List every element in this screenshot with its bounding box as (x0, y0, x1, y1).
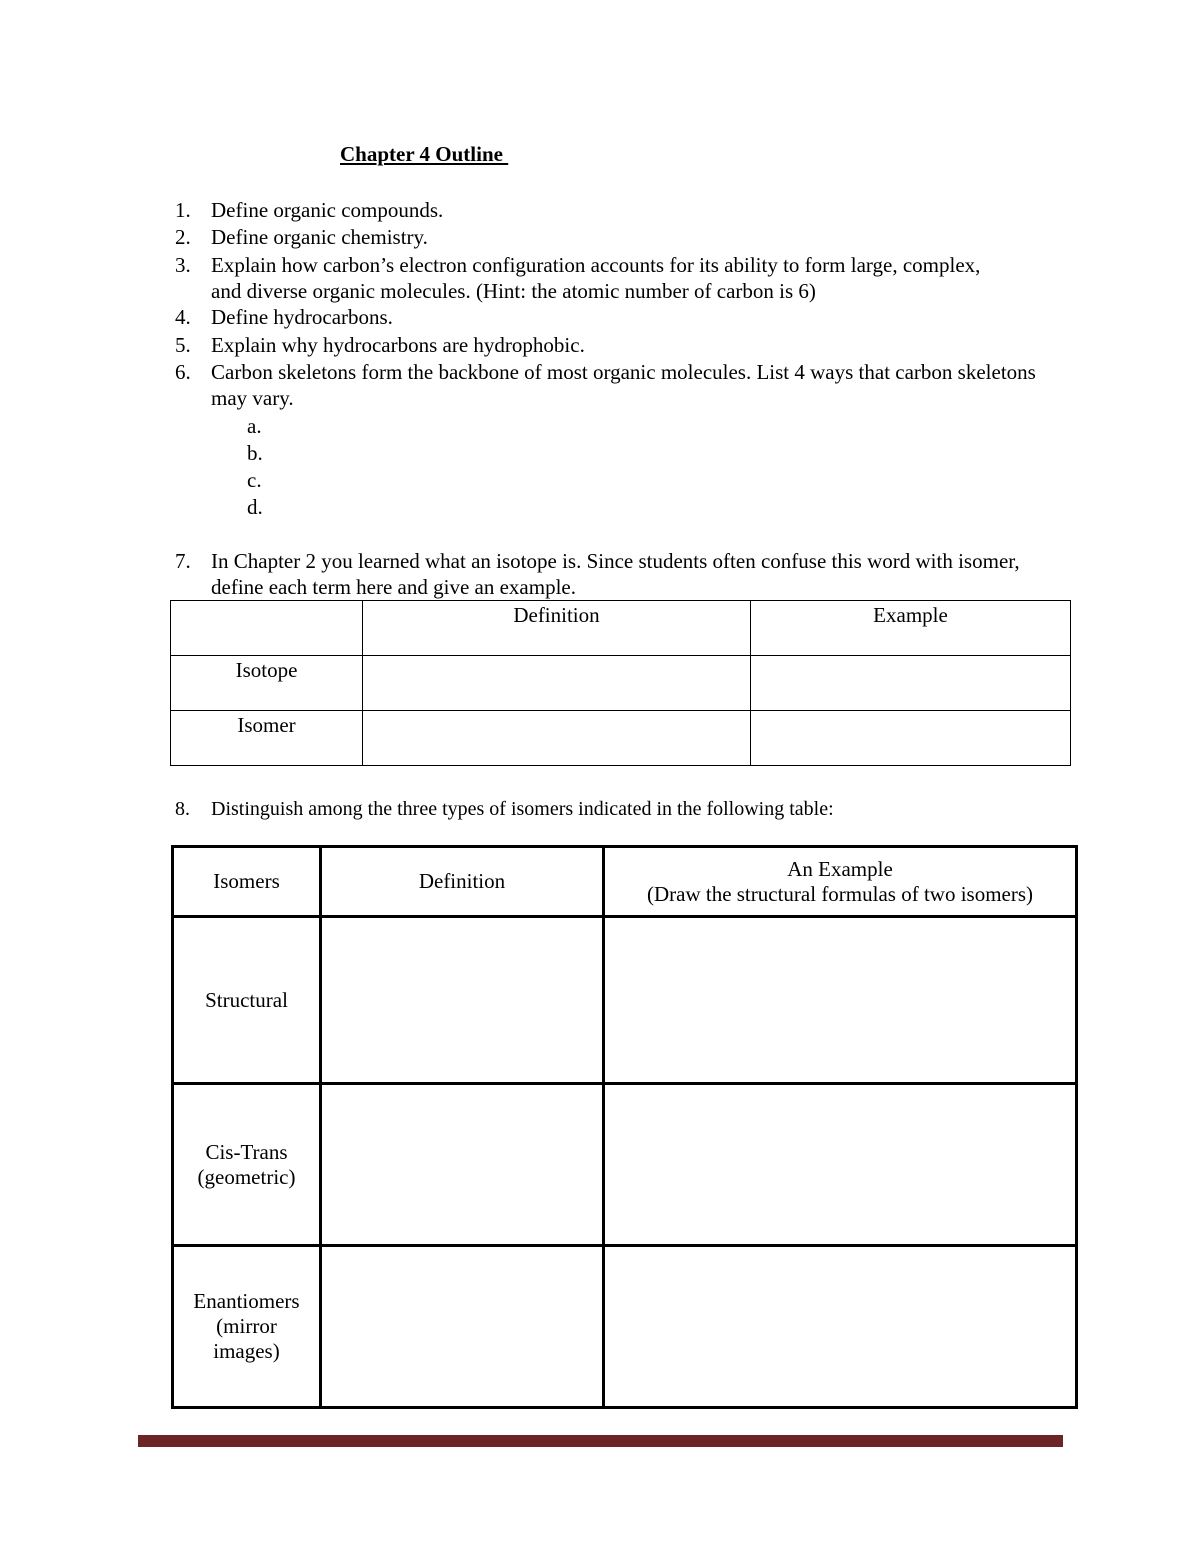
row-label-line: (mirror (216, 1314, 277, 1338)
table-header-cell: Example (751, 601, 1071, 656)
item-number: 6. (175, 360, 191, 384)
item-text: Define organic chemistry. (211, 225, 428, 249)
item-number: 5. (175, 333, 191, 357)
sub-item: b. (247, 441, 263, 465)
answer-cell[interactable] (321, 1246, 604, 1408)
isomer-types-table (171, 845, 1078, 1409)
table-row (173, 1246, 1077, 1408)
answer-cell[interactable] (604, 917, 1077, 1084)
item-number: 2. (175, 225, 191, 249)
table-header-row (173, 847, 1077, 917)
row-label-line: (geometric) (197, 1164, 296, 1189)
row-label (173, 1084, 321, 1246)
table-header-cell: Definition (363, 601, 751, 656)
item-text: In Chapter 2 you learned what an isotope is. Since students often confuse this word with isomer, define each term here and give an example. (211, 549, 1020, 599)
sub-item: d. (247, 495, 263, 519)
answer-cell[interactable] (363, 656, 751, 711)
item-number: 4. (175, 305, 191, 329)
answer-cell[interactable] (751, 711, 1071, 766)
answer-cell[interactable] (321, 1084, 604, 1246)
sub-item: c. (247, 468, 262, 492)
row-label: Isotope (171, 656, 363, 711)
answer-cell[interactable] (321, 917, 604, 1084)
table-header-row (171, 601, 1071, 656)
answer-cell[interactable] (604, 1246, 1077, 1408)
footer-bar (138, 1435, 1063, 1447)
item-text: Explain why hydrocarbons are hydrophobic. (211, 333, 585, 357)
table-row (171, 711, 1071, 766)
item-number: 1. (175, 198, 191, 222)
table-header-cell (171, 601, 363, 656)
item-number: 3. (175, 253, 191, 277)
item-number: 8. (175, 798, 190, 820)
item-text: Define hydrocarbons. (211, 305, 393, 329)
row-label (173, 1246, 321, 1408)
row-label-line: images) (213, 1339, 280, 1363)
item-text: Explain how carbon’s electron configuration accounts for its ability to form large, complex, and diverse organic molecules. (Hint: the atomic number of carbon is 6) (211, 253, 981, 303)
isotope-isomer-table (170, 600, 1071, 766)
item-text: Carbon skeletons form the backbone of most organic molecules. List 4 ways that carbon skeletons may vary. (211, 360, 1036, 410)
table-header-cell: Isomers (173, 847, 321, 917)
row-label-line: Cis-Trans (205, 1139, 288, 1164)
table-row (173, 917, 1077, 1084)
row-label-line: Enantiomers (193, 1289, 300, 1313)
table-header-cell: Definition (321, 847, 604, 917)
item-text: Distinguish among the three types of isomers indicated in the following table: (211, 798, 834, 820)
item-number: 7. (175, 549, 191, 573)
page-title: Chapter 4 Outline (340, 142, 509, 166)
answer-cell[interactable] (604, 1084, 1077, 1246)
table-header-cell (604, 847, 1077, 917)
row-label-line: Structural (205, 987, 288, 1012)
item-text: Define organic compounds. (211, 198, 444, 222)
answer-cell[interactable] (751, 656, 1071, 711)
row-label: Isomer (171, 711, 363, 766)
table-row (173, 1084, 1077, 1246)
table-row (171, 656, 1071, 711)
answer-cell[interactable] (363, 711, 751, 766)
sub-item: a. (247, 414, 262, 438)
row-label (173, 917, 321, 1084)
example-header-note: (Draw the structural formulas of two isomers) (646, 881, 1034, 906)
example-header-title: An Example (787, 856, 893, 881)
